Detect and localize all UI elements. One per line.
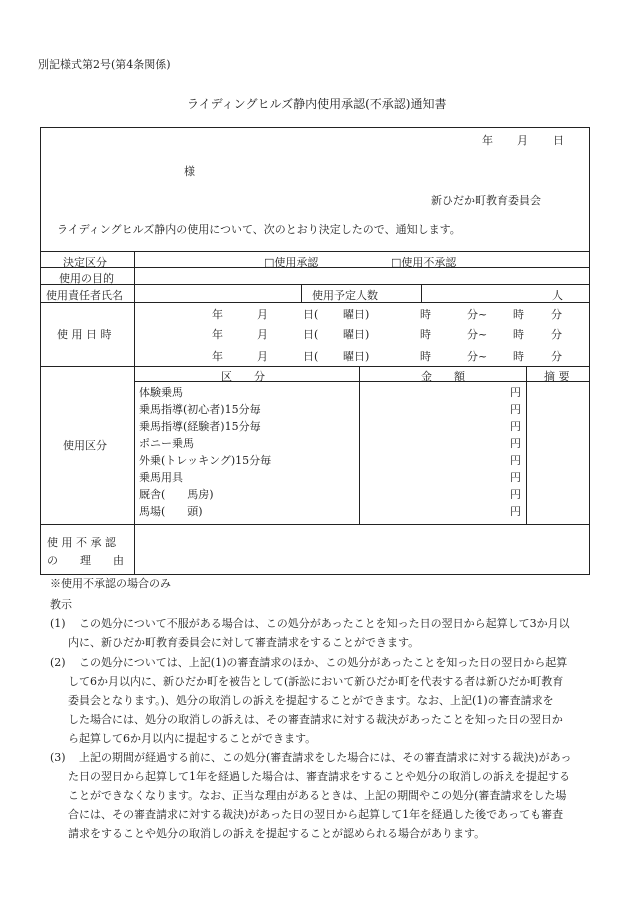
- teaching-line: 委員会となります。)、処分の取消しの訴えを提起することができます。なお、上記(1)の審査請求を: [68, 694, 554, 707]
- teaching-title: 教示: [50, 598, 72, 611]
- teaching-line: ことができなくなります。なお、正当な理由があるときは、上記の期間やこの処分(審査請求をした場: [68, 789, 567, 802]
- footnote: ※使用不承認の場合のみ: [50, 577, 171, 590]
- planned-count-label: 使用予定人数: [312, 289, 378, 302]
- dt-dow: 曜日): [343, 328, 370, 341]
- dt-hour: 時: [420, 308, 431, 321]
- usage-item: 外乗(トレッキング)15分毎: [139, 454, 272, 467]
- dt-hour: 時: [420, 350, 431, 363]
- dt-hour2: 時: [513, 350, 524, 363]
- dt-day: 日(: [303, 350, 319, 363]
- usage-label: 使用区分: [63, 439, 107, 452]
- dt-year: 年: [212, 328, 223, 341]
- yen-unit: 円: [510, 454, 521, 467]
- count-unit: 人: [552, 289, 563, 302]
- usage-item: 馬場( 頭): [139, 505, 203, 518]
- dt-day: 日(: [303, 328, 319, 341]
- teaching-line: この処分について不服がある場合は、この処分があったことを知った日の翌日から起算して3か月以: [79, 617, 570, 630]
- dt-min2: 分: [551, 328, 562, 341]
- decision-approve-checkbox[interactable]: □使用承認: [264, 256, 319, 269]
- teaching-item-number: (3): [50, 751, 66, 764]
- dt-month: 月: [257, 328, 268, 341]
- yen-unit: 円: [510, 420, 521, 433]
- yen-unit: 円: [510, 488, 521, 501]
- col-amount-header: 金 額: [421, 370, 465, 383]
- usage-item: ポニー乗馬: [139, 437, 194, 450]
- yen-unit: 円: [510, 403, 521, 416]
- usage-item: 厩舎( 馬房): [139, 488, 214, 501]
- dt-month: 月: [257, 350, 268, 363]
- document-title: ライディングヒルズ静内使用承認(不承認)通知書: [187, 97, 447, 111]
- dt-hour2: 時: [513, 328, 524, 341]
- dt-day: 日(: [303, 308, 319, 321]
- intro-text: ライディングヒルズ静内の使用について、次のとおり決定したので、通知します。: [57, 223, 461, 236]
- teaching-line: ら起算して6か月以内に提起することができます。: [68, 732, 317, 745]
- date-year: 年: [482, 134, 493, 147]
- dt-min2: 分: [551, 308, 562, 321]
- dt-year: 年: [212, 350, 223, 363]
- usage-item: 乗馬用具: [139, 471, 183, 484]
- yen-unit: 円: [510, 437, 521, 450]
- form-reference: 別記様式第2号(第4条関係): [38, 58, 171, 71]
- responsible-label: 使用責任者氏名: [46, 289, 123, 302]
- datetime-label: 使 用 日 時: [57, 328, 112, 341]
- dt-hour: 時: [420, 328, 431, 341]
- dt-dow: 曜日): [343, 308, 370, 321]
- notice-form: [40, 127, 590, 575]
- yen-unit: 円: [510, 505, 521, 518]
- teaching-item-number: (1): [50, 617, 66, 630]
- decision-reject-checkbox[interactable]: □使用不承認: [391, 256, 457, 269]
- yen-unit: 円: [510, 471, 521, 484]
- yen-unit: 円: [510, 386, 521, 399]
- reason-label-line1: 使 用 不 承 認: [47, 536, 116, 549]
- teaching-line: した場合には、処分の取消しの訴えは、その審査請求に対する裁決があったことを知った日の翌日か: [68, 713, 563, 726]
- usage-item: 乗馬指導(経験者)15分毎: [139, 420, 261, 433]
- col-category-header: 区 分: [221, 370, 265, 383]
- dt-hour2: 時: [513, 308, 524, 321]
- teaching-item-number: (2): [50, 656, 66, 669]
- teaching-line: この処分については、上記(1)の審査請求のほか、この処分があったことを知った日の翌日から起算: [79, 656, 568, 669]
- teaching-line: 合には、その審査請求に対する裁決)があった日の翌日から起算して1年を経過した後であっても審査: [68, 808, 564, 821]
- teaching-line: た日の翌日から起算して1年を経過した場合は、審査請求をすることや処分の取消しの訴えを提起する: [68, 770, 570, 783]
- date-month: 月: [517, 134, 528, 147]
- dt-min-from: 分~: [467, 350, 488, 363]
- dt-year: 年: [212, 308, 223, 321]
- issuer-name: 新ひだか町教育委員会: [431, 194, 541, 207]
- col-remarks-header: 摘 要: [544, 370, 570, 383]
- usage-item: 乗馬指導(初心者)15分毎: [139, 403, 261, 416]
- dt-min2: 分: [551, 350, 562, 363]
- usage-item: 体験乗馬: [139, 386, 183, 399]
- teaching-line: 内に、新ひだか町教育委員会に対して審査請求をすることができます。: [68, 636, 420, 649]
- teaching-line: して6か月以内に、新ひだか町を被告として(訴訟において新ひだか町を代表する者は新ひだか町教育: [68, 675, 564, 688]
- teaching-line: 請求をすることや処分の取消しの訴えを提起することが認められる場合があります。: [68, 827, 486, 840]
- reason-label-line2: の 理 由: [47, 554, 124, 567]
- dt-dow: 曜日): [343, 350, 370, 363]
- dt-min-from: 分~: [467, 308, 488, 321]
- teaching-line: 上記の期間が経過する前に、この処分(審査請求をした場合には、その審査請求に対する裁決)があっ: [79, 751, 572, 764]
- dt-min-from: 分~: [467, 328, 488, 341]
- purpose-label: 使用の目的: [59, 272, 114, 285]
- decision-label: 決定区分: [63, 256, 107, 269]
- dt-month: 月: [257, 308, 268, 321]
- addressee-suffix: 様: [184, 165, 195, 178]
- date-day: 日: [553, 134, 564, 147]
